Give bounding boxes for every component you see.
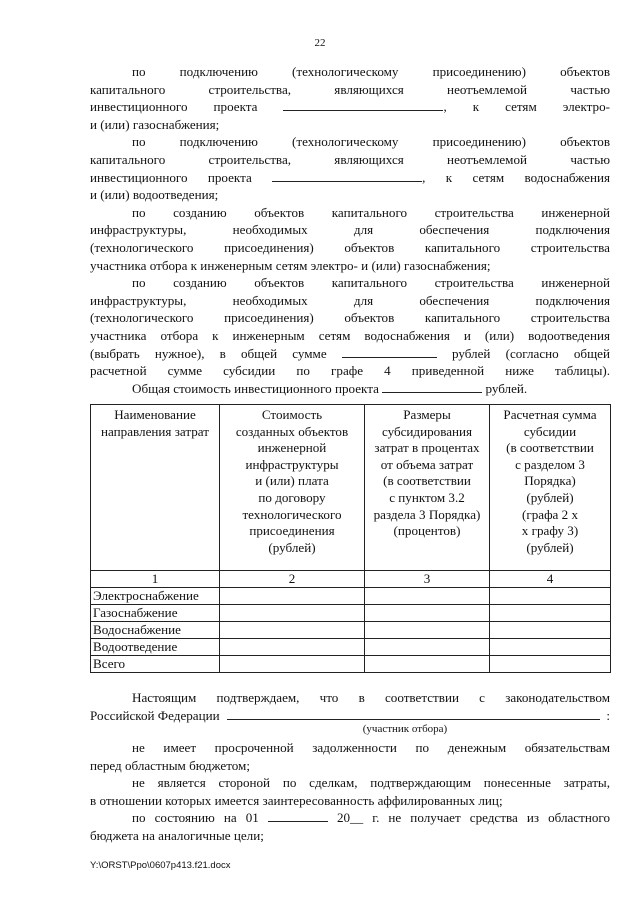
text-line <box>90 116 610 134</box>
line-text: инфраструктуры, необходимых для обеспечения подключения <box>90 222 610 238</box>
line-text: перед областным бюджетом; <box>90 757 250 773</box>
table-cell[interactable] <box>220 639 365 656</box>
line-text-after: 20__ г. не получает средства из областного <box>327 810 610 826</box>
header-line: Стоимость <box>261 407 323 422</box>
column-header-4 <box>490 405 611 571</box>
text-line <box>90 362 610 380</box>
header-line: присоединения <box>249 523 335 539</box>
text-line <box>90 380 610 398</box>
line-text: расчетной сумме субсидии по графе 4 приведенной ниже таблицы). <box>90 363 610 379</box>
federation-label: Российской Федерации <box>90 707 223 723</box>
column-header-1 <box>91 405 220 571</box>
text-line <box>90 327 610 345</box>
text-line <box>90 133 610 151</box>
table-cell[interactable] <box>490 588 611 605</box>
header-line: созданных объектов <box>235 423 349 439</box>
column-number: 1 <box>91 571 220 588</box>
text-line <box>90 739 610 757</box>
column-number: 2 <box>220 571 365 588</box>
fill-in-blank[interactable] <box>283 98 443 111</box>
header-line: Размеры <box>403 407 451 422</box>
body-text-bottom <box>90 739 610 845</box>
row-label: Водоснабжение <box>91 622 220 639</box>
table-row <box>91 639 611 656</box>
table-header-row <box>91 405 611 571</box>
header-line: с пунктом 3.2 <box>389 489 465 505</box>
line-text: бюджета на аналогичные цели; <box>90 827 264 843</box>
line-text: по созданию объектов капитального строительства инженерной <box>132 275 610 291</box>
header-line: инфраструктуры <box>245 456 339 472</box>
table-cell[interactable] <box>365 605 490 622</box>
row-label: Электроснабжение <box>91 588 220 605</box>
line-text: и (или) водоотведения; <box>90 187 219 203</box>
table-cell[interactable] <box>220 622 365 639</box>
header-line: субсидирования <box>381 423 473 439</box>
line-text: по подключению (технологическому присоединению) объектов <box>132 134 610 150</box>
row-label: Всего <box>91 656 220 673</box>
confirmation-line-2 <box>90 707 610 725</box>
header-line: раздела 3 Порядка) <box>373 506 481 522</box>
header-line: (в соответствии <box>506 440 594 456</box>
table-cell[interactable] <box>490 605 611 622</box>
fill-in-blank[interactable] <box>268 809 328 822</box>
line-text: инвестиционного проекта <box>90 169 273 185</box>
line-text: по созданию объектов капитального строительства инженерной <box>132 204 610 220</box>
header-line: технологического <box>242 506 342 522</box>
header-line: инженерной <box>257 440 327 456</box>
header-line: (рублей) <box>526 489 574 505</box>
header-line: с разделом 3 <box>515 456 585 472</box>
participant-blank[interactable] <box>227 707 600 720</box>
text-line <box>90 169 610 187</box>
text-line <box>90 309 610 327</box>
header-line: и (или) плата <box>255 473 329 489</box>
table-cell[interactable] <box>365 656 490 673</box>
text-line <box>90 151 610 169</box>
line-text: участника отбора к инженерным сетям электро- и (или) газоснабжения; <box>90 257 491 273</box>
header-line: Порядка) <box>524 473 576 489</box>
line-text: не имеет просроченной задолженности по денежным обязательствам <box>132 740 610 755</box>
line-text: в отношении которых имеется заинтересованность аффилированных лиц; <box>90 792 503 808</box>
body-text-top <box>90 63 610 397</box>
header-line: (графа 2 х <box>521 506 579 522</box>
line-text: (технологического присоединения) объектов капитального строительства <box>90 239 610 255</box>
header-line: направления затрат <box>101 423 209 439</box>
text-line <box>90 757 610 775</box>
fill-in-blank[interactable] <box>342 345 437 358</box>
line-text-after: , к сетям водоснабжения <box>422 169 610 185</box>
confirmation <box>90 689 610 724</box>
header-line: (рублей) <box>526 539 574 555</box>
table-row <box>91 605 611 622</box>
table-row <box>91 588 611 605</box>
page-number: 22 <box>314 37 326 49</box>
header-line: Наименование <box>114 407 196 422</box>
text-line <box>90 239 610 257</box>
table-cell[interactable] <box>490 639 611 656</box>
header-line: Расчетная сумма <box>503 407 597 422</box>
table-cell[interactable] <box>365 639 490 656</box>
header-line: субсидии <box>523 423 577 439</box>
header-line: по договору <box>258 489 326 505</box>
header-line: от объема затрат <box>380 456 474 472</box>
column-header-3 <box>365 405 490 571</box>
text-line <box>90 186 610 204</box>
line-text-after: рублей. <box>482 380 528 396</box>
table-row <box>91 656 611 673</box>
text-line <box>90 292 610 310</box>
line-text: и (или) газоснабжения; <box>90 116 220 132</box>
line-text: капитального строительства, являющихся неотъемлемой частью <box>90 81 610 97</box>
text-line <box>90 63 610 81</box>
line-text: Общая стоимость инвестиционного проекта <box>132 380 383 396</box>
fill-in-blank[interactable] <box>382 380 482 393</box>
colon: : <box>606 707 610 723</box>
table-cell[interactable] <box>220 656 365 673</box>
text-line <box>90 257 610 275</box>
participant-caption: (участник отбора) <box>362 723 448 735</box>
line-text: участника отбора к инженерным сетям водоснабжения и (или) водоотведения <box>90 327 610 343</box>
cost-table <box>90 404 611 673</box>
text-line <box>90 792 610 810</box>
column-header-2 <box>220 405 365 571</box>
column-number-row <box>91 571 611 588</box>
header-line: затрат в процентах <box>374 440 480 456</box>
text-line <box>90 345 610 363</box>
confirmation-line: Настоящим подтверждаем, что в соответствии с законодательством <box>132 690 610 705</box>
text-line <box>90 98 610 116</box>
header-line: х графу 3) <box>521 523 579 539</box>
table-cell[interactable] <box>365 622 490 639</box>
line-text: инвестиционного проекта <box>90 99 284 115</box>
header-line: (процентов) <box>393 523 461 539</box>
column-number: 3 <box>365 571 490 588</box>
column-number: 4 <box>490 571 611 588</box>
table-row <box>91 622 611 639</box>
line-text: не является стороной по сделкам, подтверждающим понесенные затраты, <box>132 775 610 791</box>
table-cell[interactable] <box>490 656 611 673</box>
table-cell[interactable] <box>220 588 365 605</box>
line-text-after: , к сетям электро- <box>443 99 610 115</box>
text-line <box>90 204 610 222</box>
table-cell[interactable] <box>490 622 611 639</box>
line-text: по подключению (технологическому присоединению) объектов <box>132 64 610 79</box>
text-line <box>90 221 610 239</box>
table-cell[interactable] <box>220 605 365 622</box>
text-line <box>90 81 610 99</box>
line-text: инфраструктуры, необходимых для обеспечения подключения <box>90 292 610 308</box>
line-text: по состоянию на 01 <box>132 810 268 826</box>
file-path-footer: Y:\ORST\Ppo\0607p413.f21.docx <box>90 860 231 871</box>
text-line <box>90 809 610 827</box>
table-cell[interactable] <box>365 588 490 605</box>
line-text: капитального строительства, являющихся неотъемлемой частью <box>90 151 610 167</box>
header-line: (в соответствии <box>383 473 471 489</box>
text-line <box>90 827 610 845</box>
row-label: Газоснабжение <box>91 605 220 622</box>
line-text: (выбрать нужное), в общей сумме <box>90 345 342 361</box>
text-line <box>90 274 610 292</box>
line-text: (технологического присоединения) объектов капитального строительства <box>90 310 610 326</box>
row-label: Водоотведение <box>91 639 220 656</box>
line-text-after: рублей (согласно общей <box>436 345 610 361</box>
header-line: (рублей) <box>268 539 316 555</box>
text-line <box>90 774 610 792</box>
fill-in-blank[interactable] <box>272 169 422 182</box>
